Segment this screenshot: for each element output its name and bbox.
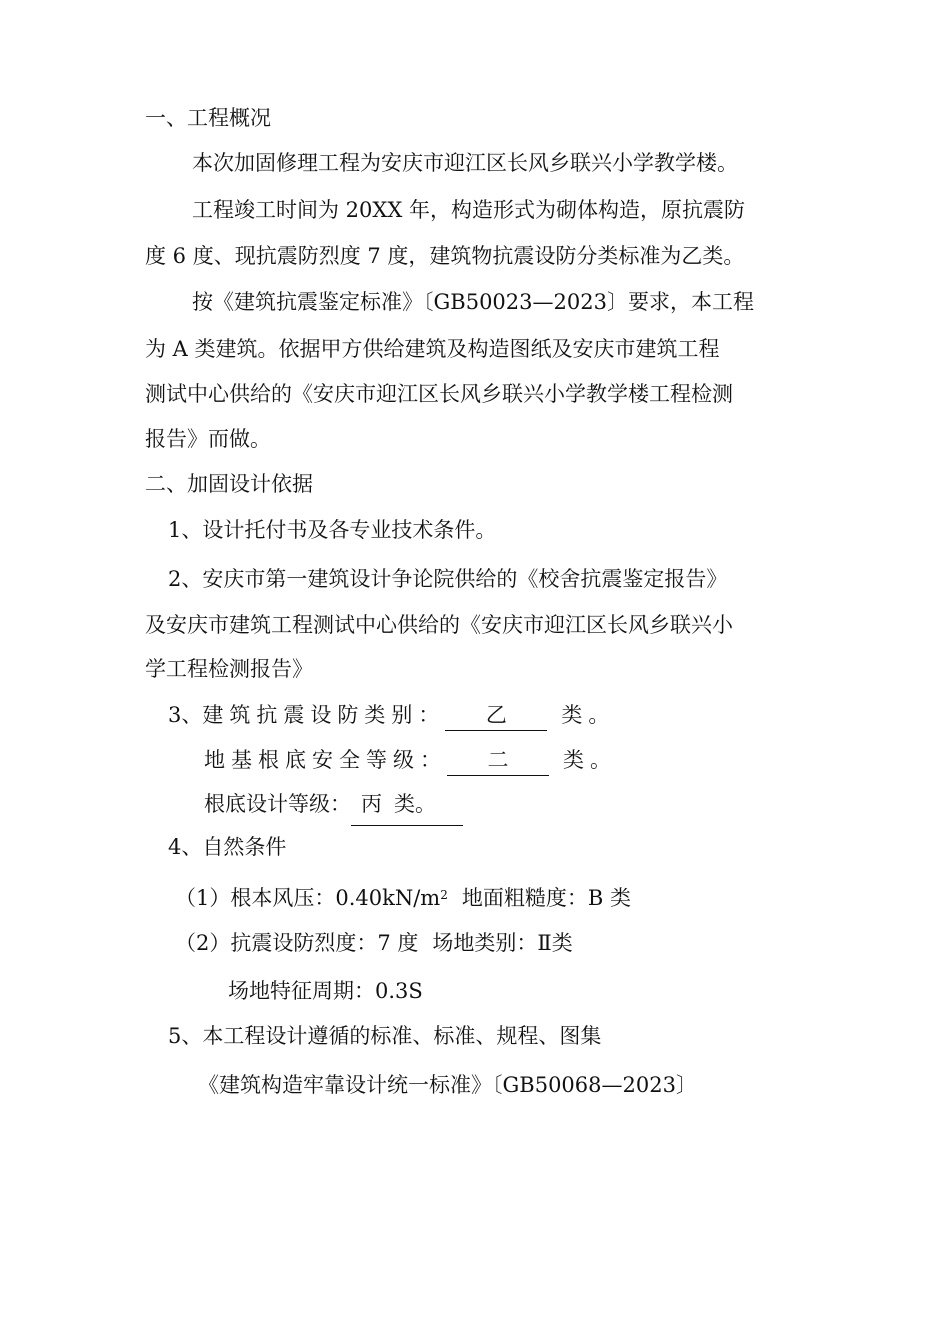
section1-p3-line3: 测试中心供给的《安庆市迎江区长风乡联兴小学教学楼工程检测 — [145, 382, 733, 406]
section1-p3-line4: 报告》而做。 — [145, 427, 271, 451]
seismic-intensity: 抗震设防烈度：7 度 — [230, 931, 419, 955]
section1-p3-line1: 按《建筑抗震鉴定标准》〔GB50023—2023〕要求，本工程 — [192, 290, 754, 314]
item5-title: 5、本工程设计遵循的标准、标准、规程、图集 — [168, 1024, 602, 1048]
section1-title: 一、工程概况 — [145, 106, 271, 130]
cond1-prefix: （1） — [175, 886, 231, 910]
foundation-safety-label: 地基根底安全等级： — [204, 748, 447, 772]
foundation-safety-value: 二 — [447, 745, 549, 776]
seismic-category-row — [168, 700, 615, 731]
seismic-category-suffix: 类。 — [561, 703, 616, 727]
foundation-safety-suffix: 类。 — [563, 748, 617, 772]
section1-p3-line2: 为 A 类建筑。依据甲方供给建筑及构造图纸及安庆市建筑工程 — [145, 337, 720, 361]
foundation-safety-row — [204, 745, 617, 776]
section2-item2-line3: 学工程检测报告》 — [145, 657, 313, 681]
item5-standard-1: 《建筑构造牢靠设计统一标准》〔GB50068—2023〕 — [198, 1073, 697, 1097]
natural-cond-2 — [175, 928, 573, 958]
cond2-prefix: （2） — [175, 931, 231, 955]
site-period: 场地特征周期：0.3S — [228, 979, 423, 1003]
section1-p2-line1: 工程竣工时间为 20XX 年，构造形式为砌体构造，原抗震防 — [192, 198, 745, 222]
section1-p1: 本次加固修理工程为安庆市迎江区长风乡联兴小学教学楼。 — [192, 151, 738, 175]
site-class: 场地类别：Ⅱ类 — [432, 931, 573, 955]
foundation-design-row — [204, 789, 463, 826]
item4-title: 4、自然条件 — [168, 835, 287, 859]
foundation-design-value: 丙 类。 — [351, 789, 463, 826]
seismic-category-value: 乙 — [445, 700, 547, 731]
section2-item2-line2: 及安庆市建筑工程测试中心供给的《安庆市迎江区长风乡联兴小 — [145, 613, 733, 637]
section1-p2-line2: 度 6 度、现抗震防烈度 7 度，建筑物抗震设防分类标准为乙类。 — [145, 244, 745, 268]
wind-pressure-sup: 2 — [440, 888, 448, 902]
natural-cond-1 — [175, 880, 631, 913]
foundation-design-label: 根底设计等级： — [204, 792, 351, 816]
section2-item2-line1: 2、安庆市第一建筑设计争论院供给的《校舍抗震鉴定报告》 — [168, 567, 728, 591]
seismic-category-label: 建筑抗震设防类别： — [202, 703, 446, 727]
section2-title: 二、加固设计依据 — [145, 472, 313, 496]
item3-prefix: 3、 — [168, 703, 203, 727]
section2-item1: 1、设计托付书及各专业技术条件。 — [168, 518, 497, 542]
ground-roughness: 地面粗糙度：B 类 — [461, 886, 631, 910]
wind-pressure: 根本风压：0.40kN/m — [230, 886, 441, 910]
